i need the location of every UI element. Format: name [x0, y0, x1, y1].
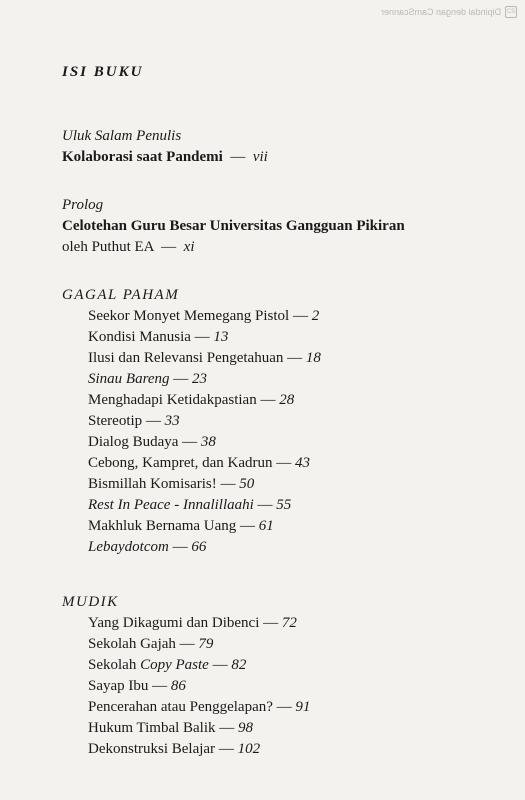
toc-entry-title: Yang Dikagumi dan Dibenci	[88, 615, 260, 631]
toc-entry-title: Ilusi dan Relevansi Pengetahuan	[88, 350, 284, 366]
toc-entry[interactable]	[62, 327, 492, 348]
toc-entry-title: Menghadapi Ketidakpastian	[88, 392, 257, 408]
table-of-contents	[62, 62, 492, 757]
part-gagal-paham	[62, 285, 492, 558]
toc-entry[interactable]	[62, 516, 492, 537]
toc-entry[interactable]	[62, 537, 492, 558]
toc-page-number: 55	[276, 497, 292, 513]
toc-page-number: 2	[311, 308, 320, 324]
toc-dash: —	[168, 539, 192, 555]
front-matter-prolog	[62, 195, 492, 258]
toc-entry[interactable]	[62, 411, 492, 432]
toc-entry[interactable]	[62, 697, 492, 718]
toc-page-number: 79	[198, 636, 214, 652]
toc-page-number: 91	[295, 699, 311, 715]
toc-page-number: 33	[164, 413, 180, 429]
toc-page-number: 98	[238, 720, 254, 736]
toc-dash: —	[142, 413, 165, 429]
front-matter-label: Prolog	[62, 197, 104, 213]
toc-page-number: 13	[213, 329, 229, 345]
toc-entry-title: Rest In Peace - Innalillaahi	[88, 497, 254, 513]
front-matter-greeting	[62, 126, 492, 168]
toc-page-number: 61	[258, 518, 274, 534]
toc-dash: —	[256, 392, 280, 408]
toc-dash: —	[148, 678, 171, 694]
toc-page-number: 23	[192, 371, 208, 387]
toc-entry-title: Seekor Monyet Memegang Pistol	[88, 308, 290, 324]
toc-dash: —	[208, 657, 232, 673]
toc-dash: —	[272, 699, 296, 715]
toc-dash: —	[226, 149, 250, 165]
toc-entry[interactable]	[62, 453, 492, 474]
toc-dash: —	[169, 371, 193, 387]
toc-dash: —	[272, 455, 296, 471]
toc-page-number: 50	[239, 476, 255, 492]
toc-page-number: 28	[279, 392, 295, 408]
part-title: GAGAL PAHAM	[62, 287, 180, 303]
toc-entry-title: Kondisi Manusia	[88, 329, 191, 345]
scan-watermark-text: Dipindai dengan CamScanner	[380, 7, 501, 17]
toc-dash: —	[215, 741, 238, 757]
toc-entry[interactable]	[62, 432, 492, 453]
toc-entry[interactable]	[62, 474, 492, 495]
toc-page-number: 18	[305, 350, 321, 366]
toc-dash: —	[236, 518, 259, 534]
toc-entry[interactable]	[62, 655, 492, 676]
toc-entry[interactable]	[62, 348, 492, 369]
toc-entry-title-emphasis: Copy Paste	[140, 657, 209, 673]
toc-page-number: 102	[237, 741, 261, 757]
toc-entry-title: Makhluk Bernama Uang	[88, 518, 237, 534]
toc-entry-title: Stereotip	[88, 413, 143, 429]
toc-page-number: 43	[295, 455, 311, 471]
toc-page-number: 38	[200, 434, 216, 450]
toc-entry-title: Dekonstruksi Belajar	[88, 741, 216, 757]
toc-dash: —	[253, 497, 277, 513]
camscanner-icon: CS	[505, 6, 517, 18]
toc-entry-title[interactable]: Celotehan Guru Besar Universitas Gangguan Pikiran	[62, 218, 405, 234]
toc-entry[interactable]	[62, 147, 492, 168]
toc-page-number: 72	[281, 615, 297, 631]
part-title: MUDIK	[62, 594, 119, 610]
toc-dash: —	[289, 308, 312, 324]
toc-dash: —	[157, 239, 180, 255]
toc-page-number: 86	[170, 678, 186, 694]
toc-entry-title: Sayap Ibu	[88, 678, 149, 694]
toc-page-number: 66	[191, 539, 207, 555]
front-matter-label: Uluk Salam Penulis	[62, 128, 182, 144]
toc-entry-title-prefix: Sekolah	[88, 657, 141, 673]
toc-entry[interactable]	[62, 676, 492, 697]
toc-dash: —	[175, 636, 199, 652]
toc-entry[interactable]	[62, 718, 492, 739]
toc-dash: —	[215, 720, 239, 736]
toc-entry-title: Pencerahan atau Penggelapan?	[88, 699, 273, 715]
toc-entry-title: Bismillah Komisaris!	[88, 476, 217, 492]
page-title: ISI BUKU	[62, 64, 144, 80]
toc-dash: —	[283, 350, 306, 366]
toc-dash: —	[178, 434, 201, 450]
toc-page-number: vii	[252, 149, 268, 165]
toc-dash: —	[216, 476, 240, 492]
toc-entry[interactable]	[62, 739, 492, 760]
toc-entry-title: Hukum Timbal Balik	[88, 720, 216, 736]
toc-dash: —	[190, 329, 214, 345]
toc-entry[interactable]	[62, 634, 492, 655]
toc-entry[interactable]	[62, 495, 492, 516]
toc-entry[interactable]	[62, 390, 492, 411]
toc-entry-title: Cebong, Kampret, dan Kadrun	[88, 455, 273, 471]
toc-entry-title: Sekolah Gajah	[88, 636, 176, 652]
toc-entry[interactable]	[62, 613, 492, 634]
toc-entry-title: Lebaydotcom	[88, 539, 169, 555]
toc-entry[interactable]	[62, 369, 492, 390]
toc-entry-title: Kolaborasi saat Pandemi	[62, 149, 223, 165]
toc-dash: —	[259, 615, 282, 631]
toc-entry-title: Dialog Budaya	[88, 434, 179, 450]
toc-entry-title: Sinau Bareng	[88, 371, 170, 387]
toc-entry-subtitle: oleh Puthut EA	[62, 239, 154, 255]
toc-page-number: 82	[231, 657, 247, 673]
scan-watermark	[381, 6, 517, 18]
toc-page-number: xi	[183, 239, 195, 255]
toc-entry[interactable]	[62, 237, 492, 258]
toc-entry[interactable]	[62, 306, 492, 327]
part-mudik	[62, 592, 492, 760]
